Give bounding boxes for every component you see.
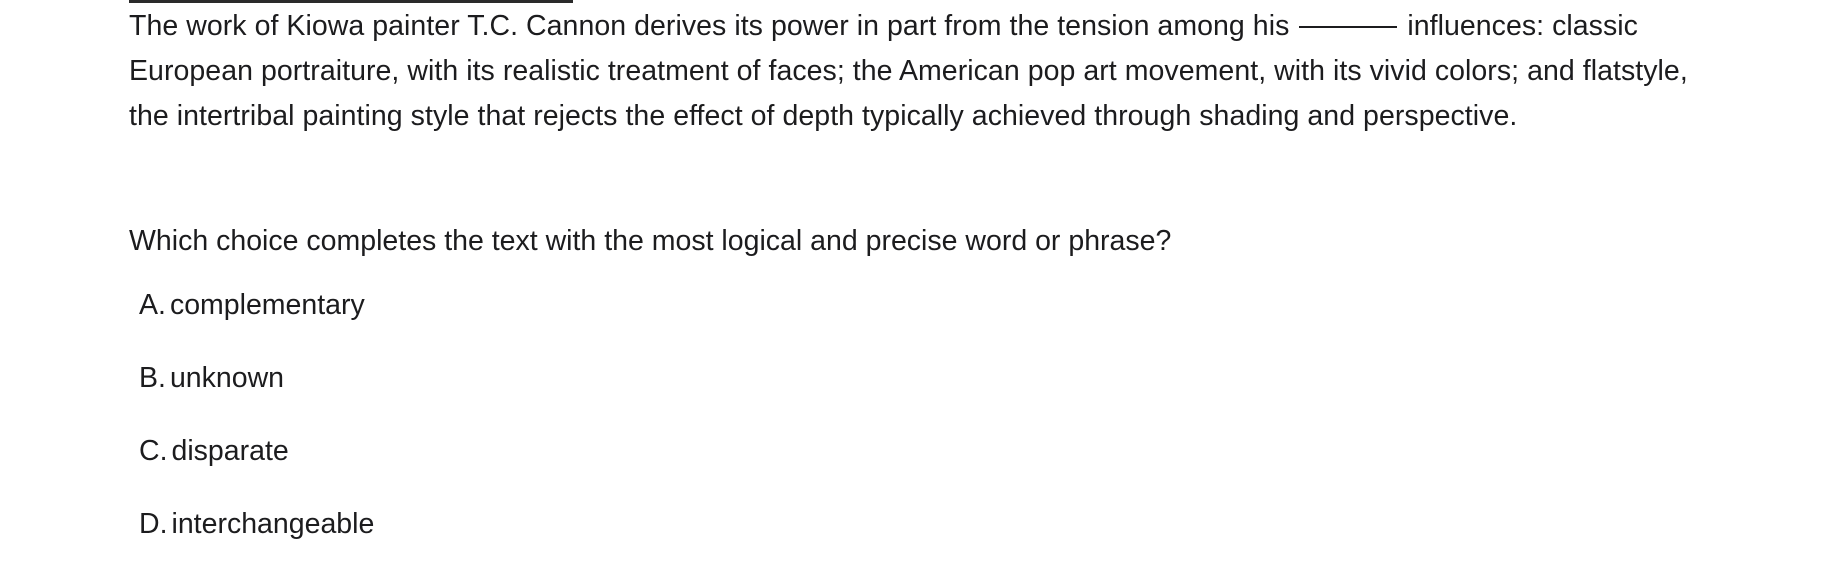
passage-text [129,4,1689,139]
choice-text: disparate [171,435,289,467]
question-prompt: Which choice completes the text with the most logical and precise word or phrase? [129,225,1172,257]
choice-letter: B. [139,362,166,394]
answer-blank [1299,26,1397,28]
choice-a[interactable] [139,283,374,356]
choice-b[interactable] [139,356,374,429]
choice-text: complementary [169,289,365,321]
choice-letter: C. [139,435,168,467]
choice-d[interactable] [139,502,374,575]
choice-text: unknown [169,362,285,394]
passage-text-after-blank: influences: classic European portraiture, with its realistic treatment of faces; the American pop art movement, with its vivid colors; and flatstyle, the intertribal painting style that rejects the effect of depth typically achieved through shading and perspective. [129,10,1688,132]
passage-text-before-blank: The work of Kiowa painter T.C. Cannon derives its power in part from the tension among his [129,10,1290,42]
choice-letter: A. [139,289,166,321]
answer-choices [139,283,374,575]
choice-letter: D. [139,508,168,540]
choice-text: interchangeable [171,508,375,540]
choice-c[interactable] [139,429,374,502]
top-divider [129,0,573,3]
